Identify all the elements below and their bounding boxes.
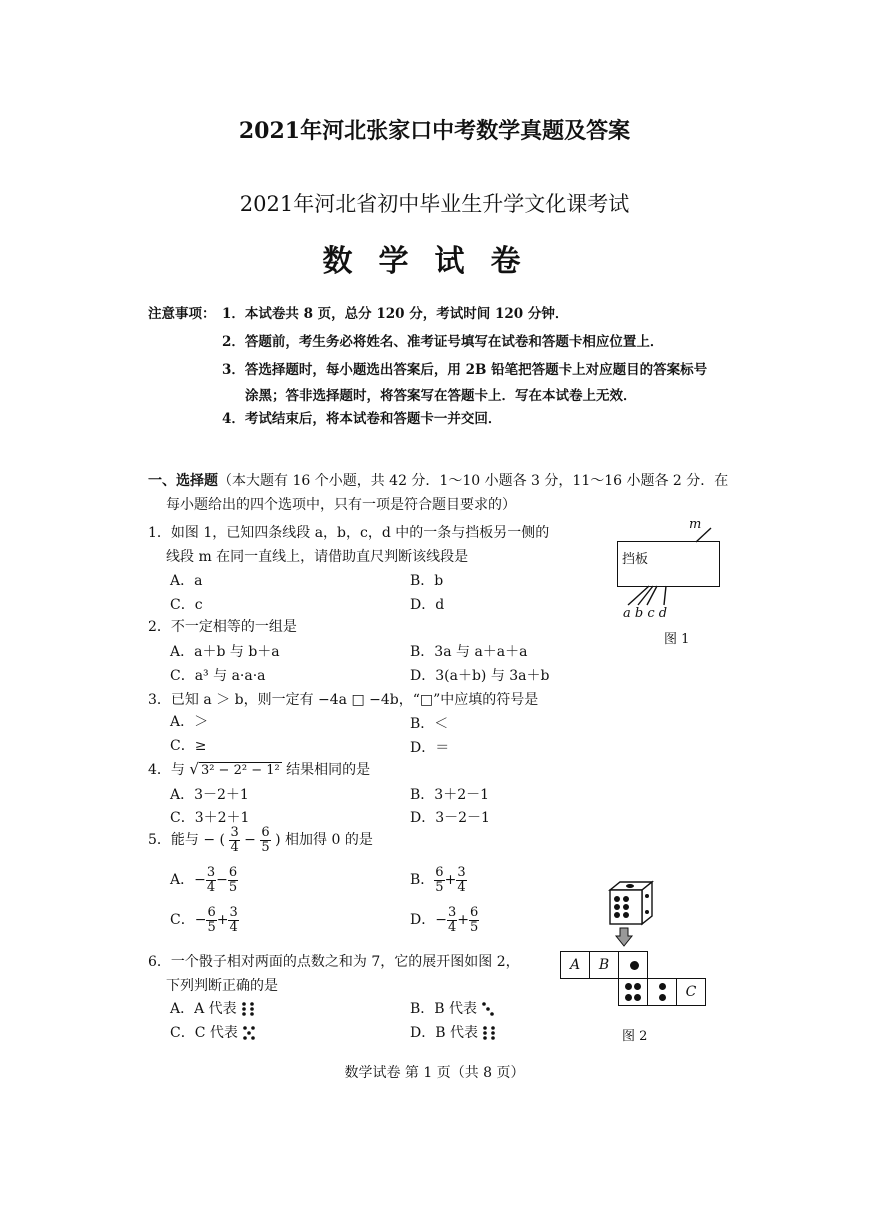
q1-option-b: B．b: [410, 573, 444, 589]
figure1-lines: [600, 518, 730, 618]
net-cell-one: [618, 951, 648, 979]
q1-option-a: A．a: [170, 573, 203, 589]
figure1-board-label: 挡板: [622, 552, 649, 567]
net-cell-two: [647, 978, 677, 1006]
notice-item-3: 3．答选择题时，每小题选出答案后，用 2B 铅笔把答题卡上对应题目的答案标号: [222, 362, 708, 378]
q2-option-d: D．3(a＋b) 与 3a＋b: [410, 668, 550, 684]
notice-item-2: 2．答题前，考生务必将姓名、准考证号填写在试卷和答题卡相应位置上．: [222, 334, 664, 350]
page-footer: 数学试卷 第 1 页（共 8 页）: [344, 1065, 525, 1081]
net-cell-six: [618, 978, 648, 1006]
q4-option-a: A．3－2＋1: [170, 787, 249, 803]
q3-option-b: B．＜: [410, 716, 449, 732]
figure1-letters: a b c d: [623, 606, 668, 621]
q1-option-c: C．c: [170, 597, 203, 613]
q2-option-a: A．a＋b 与 b＋a: [170, 644, 280, 660]
q5-frac-6-5: $\frac{6}{5}$: [261, 825, 270, 855]
net-cell-a: A: [560, 951, 590, 979]
q1-stem-2: 线段 m 在同一直线上，请借助直尺判断该线段是: [166, 549, 469, 565]
net-cell-b: B: [589, 951, 619, 979]
q1-option-d: D．d: [410, 597, 445, 613]
q4-option-b: B．3＋2－1: [410, 787, 490, 803]
notice-item-3-cont: 涂黑；答非选择题时，将答案写在答题卡上．写在本试卷上无效．: [245, 388, 637, 404]
q2-option-c: C．a³ 与 a·a·a: [170, 668, 266, 684]
q4-stem-pre: 4．与: [148, 762, 185, 778]
q6-stem-2: 下列判断正确的是: [166, 978, 278, 994]
q4-option-c: C．3＋2＋1: [170, 810, 250, 826]
q5-option-a: A．− $\frac{3}{4}$ − $\frac{6}{5}$: [170, 865, 238, 895]
net-cell-c: C: [676, 978, 706, 1006]
q4-option-d: D．3－2－1: [410, 810, 490, 826]
q6-option-a: A．A 代表: [170, 998, 255, 1018]
q5-stem-post: ) 相加得 0 的是: [275, 832, 373, 849]
q6-option-d: D．B 代表: [410, 1022, 496, 1042]
q6-stem-1: 6．一个骰子相对两面的点数之和为 7，它的展开图如图 2，: [148, 954, 520, 970]
q3-option-c: C．≥: [170, 738, 207, 754]
notice-item-1: 1．本试卷共 8 页，总分 120 分，考试时间 120 分钟．: [222, 306, 569, 322]
six-pips-icon: [241, 1001, 255, 1017]
paper-title: 数学试卷: [322, 244, 547, 279]
section-desc-1: （本大题有 16 个小题，共 42 分．1～10 小题各 3 分，11～16 小题各 2 分．在: [218, 473, 729, 489]
notice-item-4: 4．考试结束后，将本试卷和答题卡一并交回．: [222, 411, 502, 427]
q1-stem-1: 1．如图 1，已知四条线段 a，b，c，d 中的一条与挡板另一侧的: [148, 525, 550, 541]
q2-stem: 2．不一定相等的一组是: [148, 619, 297, 635]
q5-option-b: B． $\frac{6}{5}$ + $\frac{3}{4}$: [410, 865, 466, 895]
q5-frac-3-4: $\frac{3}{4}$: [230, 825, 239, 855]
q3-option-d: D．＝: [410, 740, 450, 756]
figure1-m-label: m: [689, 517, 702, 532]
q3-stem: 3．已知 a ＞ b，则一定有 −4a □ −4b，“□”中应填的符号是: [148, 692, 539, 708]
q3-option-a: A．＞: [170, 714, 209, 730]
q4-stem-post: 结果相同的是: [286, 762, 371, 778]
q2-option-b: B．3a 与 a＋a＋a: [410, 644, 528, 660]
section-desc-2: 每小题给出的四个选项中，只有一项是符合题目要求的）: [166, 497, 516, 513]
figure1-caption: 图 1: [664, 632, 690, 647]
q6-option-c: C．C 代表: [170, 1022, 256, 1042]
die-icon: [600, 880, 660, 952]
exam-subtitle: 2021年河北省初中毕业生升学文化课考试: [239, 192, 630, 216]
three-pips-icon: [481, 1001, 495, 1017]
q5-stem-pre: 5．能与 − (: [148, 832, 225, 849]
q5-option-c: C．− $\frac{6}{5}$ + $\frac{3}{4}$: [170, 905, 238, 935]
q4-stem: 4．与 √ 3² − 2² − 1² 结果相同的是: [148, 760, 371, 778]
section-heading: [148, 470, 728, 490]
six-pips-icon: [482, 1025, 496, 1041]
figure2-caption: 图 2: [622, 1029, 648, 1044]
q5-option-d: D．− $\frac{3}{4}$ + $\frac{6}{5}$: [410, 905, 479, 935]
q5-stem: 5．能与 − ( $\frac{3}{4}$ − $\frac{6}{5}$ ) 相加得 0 的是: [148, 825, 373, 855]
q6-option-b: B．B 代表: [410, 998, 495, 1018]
notice-label: 注意事项：: [148, 306, 216, 322]
five-pips-icon: [242, 1025, 256, 1041]
document-title: 2021年河北张家口中考数学真题及答案: [238, 118, 631, 144]
q4-radical: 3² − 2² − 1²: [200, 763, 280, 778]
section-title: 一、选择题: [148, 473, 218, 489]
